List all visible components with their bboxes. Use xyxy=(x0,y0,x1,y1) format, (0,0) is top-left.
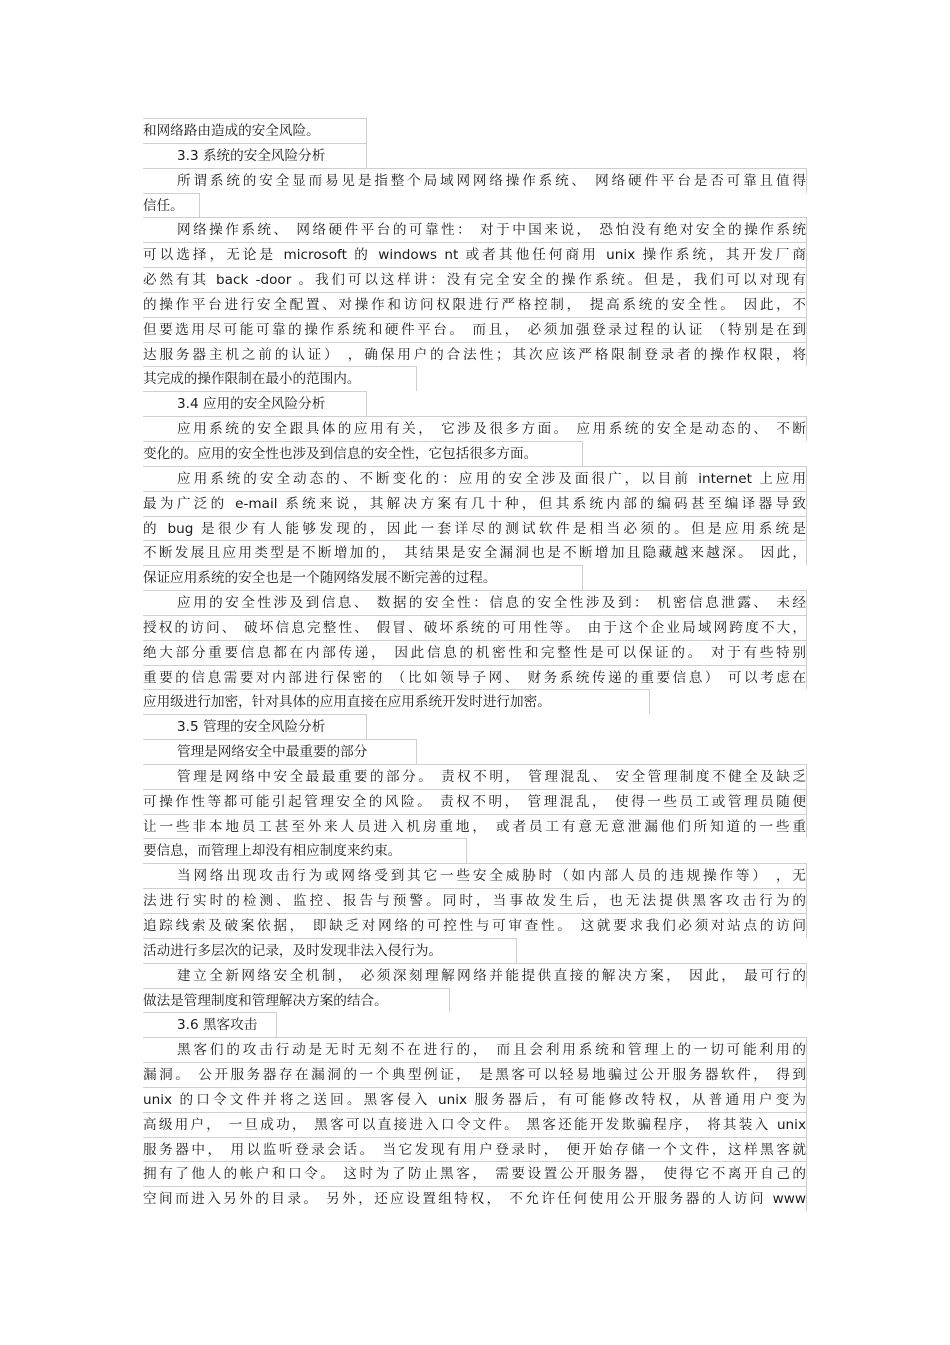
text-line: 最为广泛的 e-mail 系统来说，其解决方案有几十种，但其系统内部的编码甚至编译器导致 xyxy=(143,491,807,516)
text-line: 和网络路由造成的安全风险。 xyxy=(143,118,367,143)
text-line: 重要的信息需要对内部进行保密的 （比如领导子网、 财务系统传递的重要信息） 可以考虑在 xyxy=(143,665,807,690)
section-heading: 3.6 黑客攻击 xyxy=(143,1012,277,1037)
text-line: 漏洞。 公开服务器存在漏洞的一个典型例证， 是黑客可以轻易地骗过公开服务器软件， 得到 xyxy=(143,1062,807,1087)
text-line: 可以选择，无论是 microsoft 的 windows nt 或者其他任何商用 unix 操作系统，其开发厂商 xyxy=(143,242,807,267)
text-line: 服务器中， 用以监听登录会话。 当它发现有用户登录时， 便开始存储一个文件，这样黑客就 xyxy=(143,1137,807,1162)
text-line: 但要选用尽可能可靠的操作系统和硬件平台。 而且， 必须加强登录过程的认证 （特别是在到 xyxy=(143,317,807,342)
text-body xyxy=(143,118,807,1211)
text-line: 建立全新网络安全机制， 必须深刻理解网络并能提供直接的解决方案， 因此， 最可行的 xyxy=(143,963,807,988)
text-line: 信任。 xyxy=(143,193,200,218)
text-line: 活动进行多层次的记录，及时发现非法入侵行为。 xyxy=(143,938,517,963)
section-heading: 3.5 管理的安全风险分析 xyxy=(143,714,367,739)
text-line: 其完成的操作限制在最小的范围内。 xyxy=(143,366,417,391)
text-line: 让一些非本地员工甚至外来人员进入机房重地， 或者员工有意无意泄漏他们所知道的一些重 xyxy=(143,814,807,839)
text-line: 网络操作系统、 网络硬件平台的可靠性： 对于中国来说， 恐怕没有绝对安全的操作系统 xyxy=(143,217,807,242)
text-line: 要信息，而管理上却没有相应制度来约束。 xyxy=(143,838,467,863)
text-line: 应用级进行加密，针对具体的应用直接在应用系统开发时进行加密。 xyxy=(143,689,650,714)
text-line: 空间而进入另外的目录。 另外，还应设置组特权， 不允许任何使用公开服务器的人访问 www xyxy=(143,1186,807,1211)
text-line: 的操作平台进行安全配置、对操作和访问权限进行严格控制， 提高系统的安全性。 因此，不 xyxy=(143,292,807,317)
text-line: 不断发展且应用类型是不断增加的， 其结果是安全漏洞也是不断增加且隐藏越来越深。 因此， xyxy=(143,540,807,565)
section-heading: 3.3 系统的安全风险分析 xyxy=(143,143,367,168)
text-line: 的 bug 是很少有人能够发现的，因此一套详尽的测试软件是相当必须的。但是应用系统是 xyxy=(143,516,807,541)
text-line: 拥有了他人的帐户和口令。 这时为了防止黑客， 需要设置公开服务器， 使得它不离开自己的 xyxy=(143,1161,807,1186)
text-line: 授权的访问、 破坏信息完整性、 假冒、破坏系统的可用性等。 由于这个企业局域网跨度不大， xyxy=(143,615,807,640)
text-line: 变化的。应用的安全性也涉及到信息的安全性，它包括很多方面。 xyxy=(143,441,583,466)
text-line: 所谓系统的安全显而易见是指整个局域网网络操作系统、 网络硬件平台是否可靠且值得 xyxy=(143,168,807,193)
text-line: 可操作性等都可能引起管理安全的风险。 责权不明， 管理混乱， 使得一些员工或管理员随便 xyxy=(143,789,807,814)
text-line: 应用系统的安全动态的、不断变化的：应用的安全涉及面很广，以目前 internet 上应用 xyxy=(143,466,807,491)
text-line: 高级用户， 一旦成功， 黑客可以直接进入口令文件。 黑客还能开发欺骗程序， 将其装入 unix xyxy=(143,1112,807,1137)
text-line: unix 的口令文件并将之送回。黑客侵入 unix 服务器后，有可能修改特权，从普通用户变为 xyxy=(143,1087,807,1112)
text-line: 绝大部分重要信息都在内部传递， 因此信息的机密性和完整性是可以保证的。 对于有些特别 xyxy=(143,640,807,665)
text-line: 当网络出现攻击行为或网络受到其它一些安全威胁时（如内部人员的违规操作等） ，无 xyxy=(143,863,807,888)
text-line: 法进行实时的检测、监控、报告与预警。同时，当事故发生后，也无法提供黑客攻击行为的 xyxy=(143,888,807,913)
text-line: 应用的安全性涉及到信息、 数据的安全性：信息的安全性涉及到： 机密信息泄露、 未经 xyxy=(143,590,807,615)
text-line: 黑客们的攻击行动是无时无刻不在进行的， 而且会利用系统和管理上的一切可能利用的 xyxy=(143,1037,807,1062)
text-line: 管理是网络中安全最最重要的部分。 责权不明， 管理混乱、 安全管理制度不健全及缺乏 xyxy=(143,764,807,789)
text-line: 达服务器主机之前的认证） ，确保用户的合法性；其次应该严格限制登录者的操作权限，将 xyxy=(143,342,807,367)
text-line: 必然有其 back -door 。我们可以这样讲：没有完全安全的操作系统。但是，我们可以对现有 xyxy=(143,267,807,292)
section-heading: 3.4 应用的安全风险分析 xyxy=(143,391,367,416)
text-line: 应用系统的安全跟具体的应用有关， 它涉及很多方面。 应用系统的安全是动态的、 不断 xyxy=(143,416,807,441)
text-line: 追踪线索及破案依据， 即缺乏对网络的可控性与可审查性。 这就要求我们必须对站点的访问 xyxy=(143,913,807,938)
text-line: 管理是网络安全中最重要的部分 xyxy=(143,739,417,764)
text-line: 保证应用系统的安全也是一个随网络发展不断完善的过程。 xyxy=(143,565,583,590)
text-line: 做法是管理制度和管理解决方案的结合。 xyxy=(143,988,450,1013)
